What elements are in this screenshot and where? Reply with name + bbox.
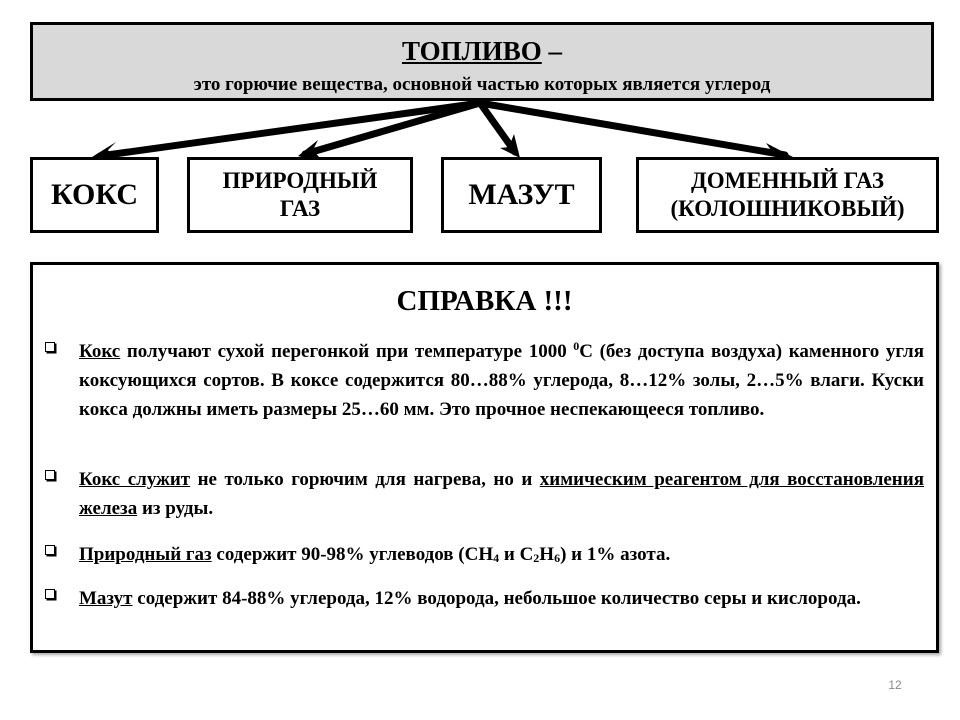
text-part: не только горючим для нагрева, но и — [190, 469, 540, 490]
term: Кокс — [79, 341, 121, 362]
arrow-to-blast-gas — [480, 103, 785, 155]
text-part: из руды. — [137, 498, 214, 519]
category-coke — [30, 157, 159, 233]
category-coke-label: КОКС — [50, 178, 138, 211]
topic-title-word: ТОПЛИВО — [401, 36, 542, 66]
checkbox-bullet-icon — [45, 342, 55, 352]
arrow-to-fuel-oil — [480, 103, 515, 152]
topic-box — [30, 22, 934, 101]
checkbox-bullet-icon — [45, 470, 55, 480]
term: Природный газ — [79, 544, 212, 565]
text-part: содержит 84-88% углерода, 12% водорода, небольшое количество серы и кислорода. — [132, 588, 861, 609]
category-fuel-oil-label: МАЗУТ — [468, 178, 575, 211]
arrow-to-natural-gas — [305, 103, 480, 154]
category-blast-furnace-gas-line2: (КОЛОШНИКОВЫЙ) — [670, 196, 905, 221]
list-item-text — [79, 337, 924, 424]
checkbox-bullet-icon — [45, 589, 55, 599]
text-part: и С — [499, 544, 534, 565]
text-part: содержит 90-98% углеводов (СН — [211, 544, 494, 565]
list-item-text — [79, 540, 924, 569]
topic-definition: это горючие вещества, основной частью которых является углерод — [193, 74, 771, 95]
subscript: 4 — [493, 551, 500, 565]
category-fuel-oil — [441, 157, 602, 233]
text-part: получают сухой перегонкой при температуре 1000 — [120, 341, 574, 362]
category-natural-gas — [187, 157, 413, 233]
category-natural-gas-line2: ГАЗ — [279, 196, 321, 221]
text-part: Н — [539, 544, 555, 565]
reference-box — [30, 262, 939, 653]
text-part: С (без доступа воздуха) каменного угля коксующихся сортов. В коксе содержится 80…88% углерода, 8…12% золы, 2…5% влаги. Куски кокса должны иметь размеры 25…60 мм. Это прочное неспекающееся топливо. — [79, 341, 924, 420]
text-part: ) и 1% азота. — [560, 544, 671, 565]
arrow-to-coke — [100, 103, 480, 156]
topic-title — [33, 36, 931, 66]
arrowhead-fuel-oil — [500, 134, 520, 158]
term: Кокс служит — [79, 469, 191, 490]
list-item-text — [79, 465, 924, 523]
superscript: 0 — [573, 339, 580, 353]
subscript: 2 — [533, 551, 540, 565]
topic-title-dash: – — [541, 36, 563, 66]
checkbox-bullet-icon — [45, 545, 55, 555]
page-number: 12 — [888, 678, 902, 692]
list-item-text — [79, 584, 924, 613]
category-blast-furnace-gas-line1: ДОМЕННЫЙ ГАЗ — [690, 168, 885, 193]
term: Мазут — [79, 588, 133, 609]
subscript: 6 — [554, 551, 561, 565]
reference-title: СПРАВКА !!! — [396, 285, 573, 317]
term: химическим реагентом для восстановления железа — [79, 469, 924, 519]
category-blast-furnace-gas — [636, 157, 939, 233]
category-natural-gas-line1: ПРИРОДНЫЙ — [222, 168, 378, 193]
